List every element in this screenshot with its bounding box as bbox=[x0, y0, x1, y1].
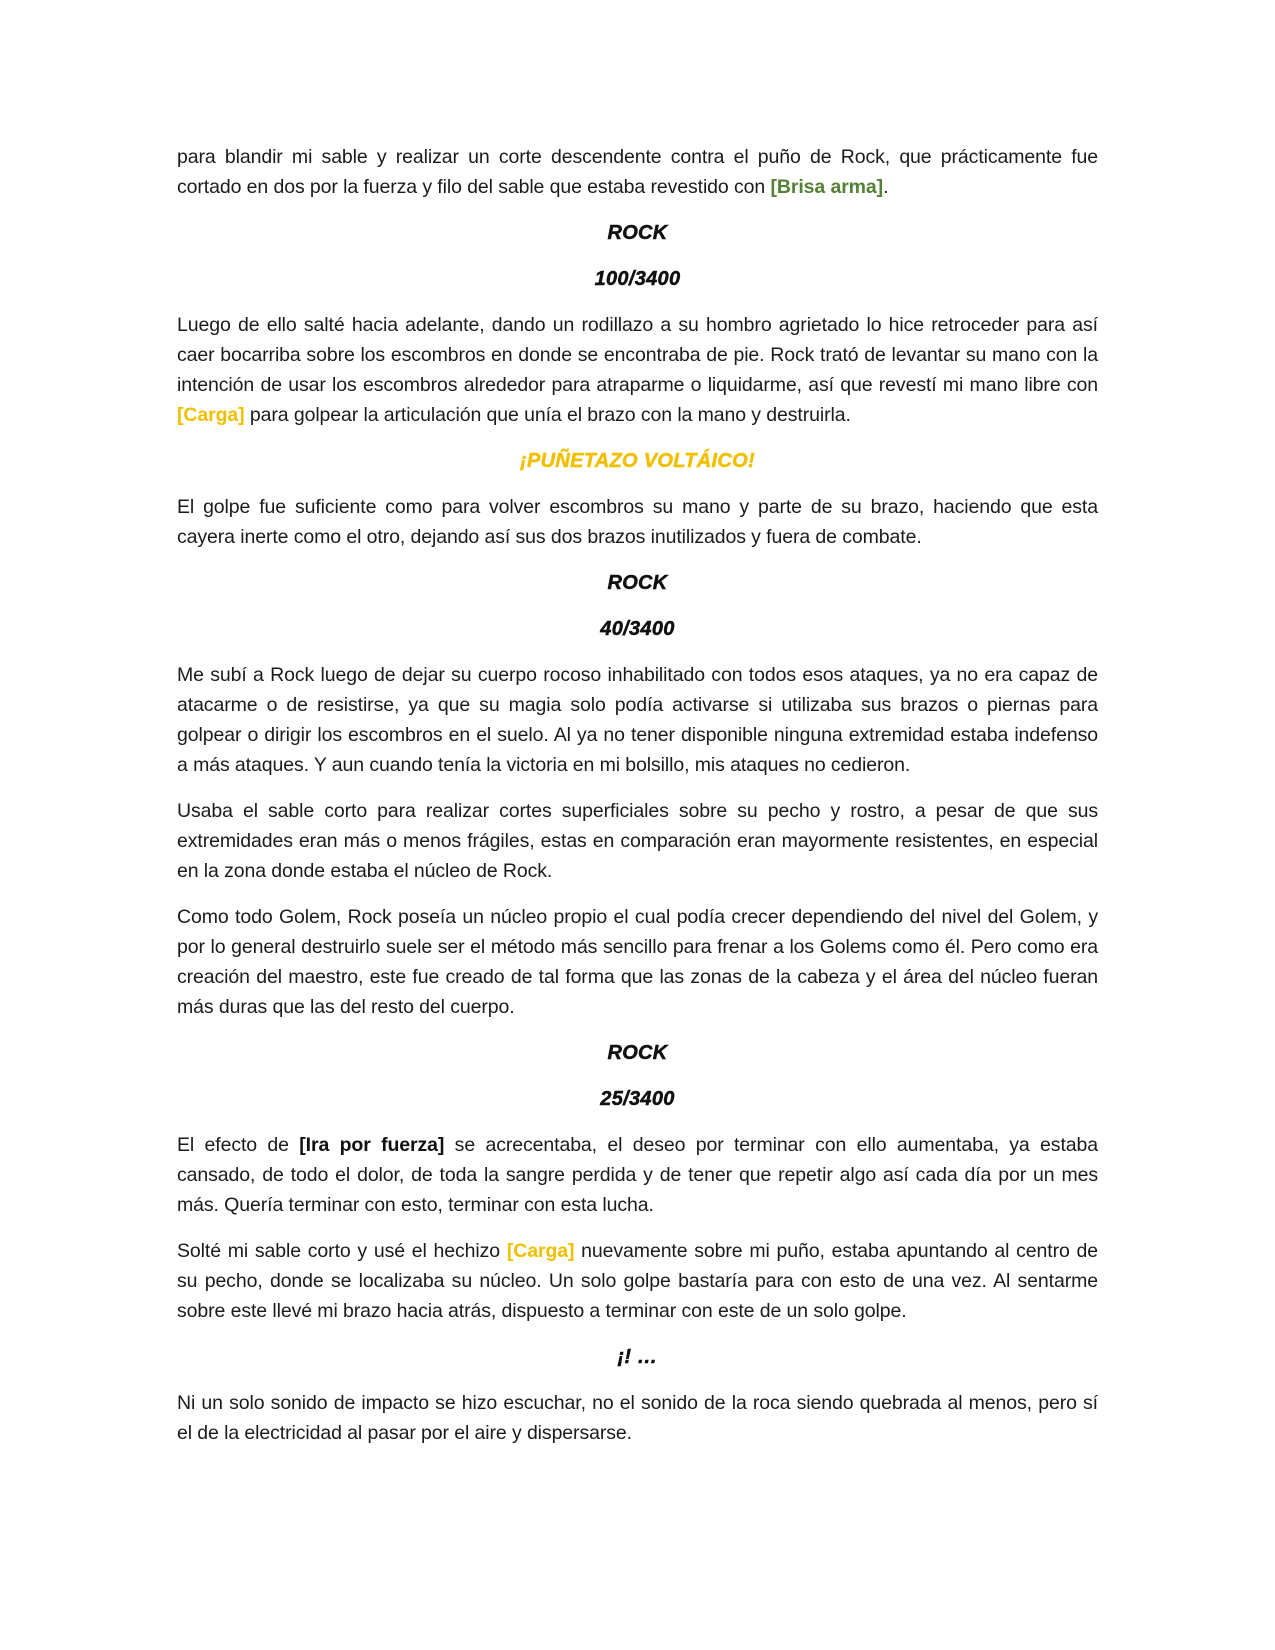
paragraph-1 bbox=[177, 142, 1098, 202]
paragraph-2-text-b: para golpear la articulación que unía el brazo con la mano y destruirla. bbox=[244, 404, 851, 426]
skill-brisa-arma: [Brisa arma] bbox=[770, 176, 884, 198]
paragraph-4: Me subí a Rock luego de dejar su cuerpo rocoso inhabilitado con todos esos ataques, ya no era capaz de atacarme o de resistirse, ya que su magia solo podía activarse si utilizaba sus brazos o piernas para golpear o dirigir los escombros en el suelo. Al ya no tener disponible ninguna extremidad estaba indefenso a más ataques. Y aun cuando tenía la victoria en mi bolsillo, mis ataques no cedieron. bbox=[177, 664, 1098, 776]
paragraph-8 bbox=[177, 1236, 1098, 1326]
paragraph-3: El golpe fue suficiente como para volver escombros su mano y parte de su brazo, haciendo que esta cayera inerte como el otro, dejando así sus dos brazos inutilizados y fuera de combate. bbox=[177, 496, 1098, 548]
enemy-hp-counter: 100/3400 bbox=[594, 268, 681, 290]
attack-name-heading: ¡PUÑETAZO VOLTÁICO! bbox=[520, 450, 755, 472]
enemy-name-heading: ROCK bbox=[607, 572, 668, 594]
paragraph-7 bbox=[177, 1130, 1098, 1220]
skill-carga: [Carga] bbox=[177, 404, 245, 426]
skill-ira-por-fuerza: [Ira por fuerza] bbox=[299, 1134, 445, 1156]
enemy-name-heading: ROCK bbox=[607, 222, 668, 244]
skill-carga: [Carga] bbox=[506, 1240, 575, 1262]
paragraph-7-text-b: se acrecentaba, el deseo por terminar con ello aumentaba, ya estaba cansado, de todo el dolor, de toda la sangre perdida y de tener que repetir algo así cada día por un mes más. Quería terminar con esto, terminar con esta lucha. bbox=[177, 1134, 1098, 1216]
paragraph-5: Usaba el sable corto para realizar cortes superficiales sobre su pecho y rostro, a pesar de que sus extremidades eran más o menos frágiles, estas en comparación eran mayormente resistentes, en especial en la zona donde estaba el núcleo de Rock. bbox=[177, 800, 1098, 882]
paragraph-2-text-a: Luego de ello salté hacia adelante, dando un rodillazo a su hombro agrietado lo hice retroceder para así caer bocarriba sobre los escombros en donde se encontraba de pie. Rock trató de levantar su mano con la intención de usar los escombros alrededor para atraparme o liquidarme, así que revestí mi mano libre con bbox=[177, 314, 1098, 396]
paragraph-1-text-b: . bbox=[883, 176, 889, 198]
enemy-hp-counter: 40/3400 bbox=[600, 618, 675, 640]
paragraph-8-text-a: Solté mi sable corto y usé el hechizo bbox=[177, 1240, 507, 1262]
paragraph-8-text-b: nuevamente sobre mi puño, estaba apuntando al centro de su pecho, donde se localizaba su núcleo. Un solo golpe bastaría para con esto de una vez. Al sentarme sobre este llevé mi brazo hacia atrás, dispuesto a terminar con este de un solo golpe. bbox=[177, 1240, 1098, 1322]
paragraph-2 bbox=[177, 310, 1098, 430]
exclamation-heading: ¡! … bbox=[617, 1346, 658, 1368]
paragraph-1-text-a: para blandir mi sable y realizar un corte descendente contra el puño de Rock, que prácticamente fue cortado en dos por la fuerza y filo del sable que estaba revestido con bbox=[177, 146, 1098, 198]
enemy-hp-counter: 25/3400 bbox=[600, 1088, 675, 1110]
paragraph-6: Como todo Golem, Rock poseía un núcleo propio el cual podía crecer dependiendo del nivel del Golem, y por lo general destruirlo suele ser el método más sencillo para frenar a los Golems como él. Pero como era creación del maestro, este fue creado de tal forma que las zonas de la cabeza y el área del núcleo fueran más duras que las del resto del cuerpo. bbox=[177, 906, 1098, 1018]
enemy-name-heading: ROCK bbox=[607, 1042, 668, 1064]
paragraph-9: Ni un solo sonido de impacto se hizo escuchar, no el sonido de la roca siendo quebrada al menos, pero sí el de la electricidad al pasar por el aire y dispersarse. bbox=[177, 1392, 1098, 1444]
paragraph-7-text-a: El efecto de bbox=[177, 1134, 300, 1156]
